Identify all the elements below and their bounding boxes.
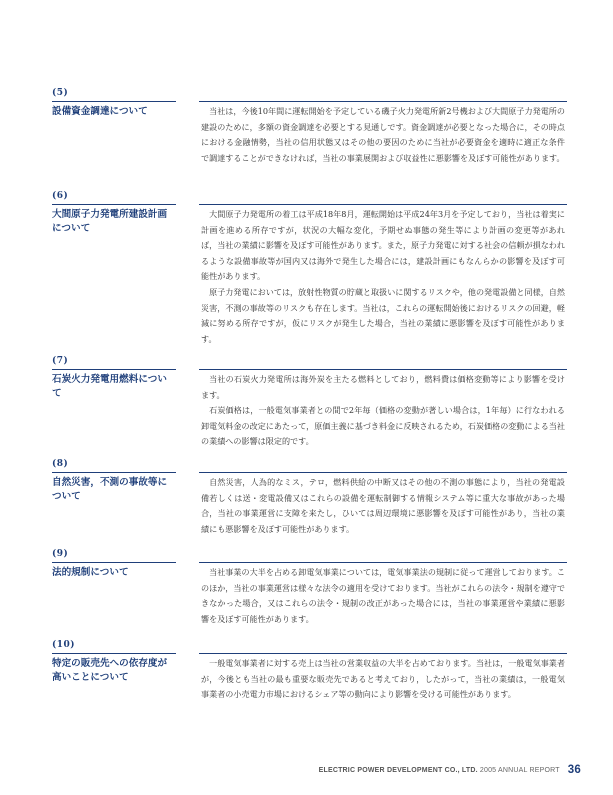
paragraph: 当社事業の大半を占める卸電気事業については，電気事業法の規制に従って運営しております。このほか，当社の事業運営は様々な法令の適用を受けております。当社がこれらの法令・規制を遵守できなかった場合，又はこれらの法令・規制の改正があった場合には，当社の事業運営や業績に悪影響を及ぼす可能性があります。 [201, 567, 565, 624]
rule-right [199, 562, 567, 563]
section-number: (5) [52, 88, 69, 98]
rule-left [52, 369, 176, 370]
rule-left [52, 204, 176, 205]
rule-right [199, 369, 567, 370]
paragraph: 当社は，今後10年間に運転開始を予定している磯子火力発電所新2号機および大間原子力発電所の建設のために，多額の資金調達を必要とする見通しです。資金調達が必要となった場合に，その時点における金融情勢，当社の信用状態又はその他の要因のために当社が必要資金を適時に適正な条件で調達することができなければ，当社の事業展開および収益性に悪影響を及ぼす可能性があります。 [201, 106, 565, 163]
section-coal-fuel [52, 356, 567, 452]
section-body [201, 565, 565, 627]
section-legal-regulation [52, 549, 567, 635]
rule-left [52, 562, 176, 563]
footer-report: 2005 ANNUAL REPORT [479, 767, 560, 774]
section-number: (8) [52, 459, 69, 469]
section-customer-dependence [52, 640, 567, 730]
rule-right [199, 204, 567, 205]
page-number: 36 [567, 764, 581, 776]
section-body [201, 104, 565, 166]
section-body [201, 372, 565, 450]
section-body [201, 475, 565, 537]
section-financing [52, 88, 567, 188]
page-footer [319, 763, 581, 775]
paragraph: 原子力発電においては，放射性物質の貯蔵と取扱いに関するリスクや，他の発電設備と同様，自然災害，不測の事故等のリスクも存在します。当社は，これらの運転開始後におけるリスクの回避，軽減に努める所存ですが，仮にリスクが発生した場合，当社の業績に悪影響を及ぼす可能性があります。 [201, 286, 565, 344]
section-oma-nuclear [52, 191, 567, 351]
paragraph: 一般電気事業者に対する売上は当社の営業収益の大半を占めております。当社は，一般電気事業者が，今後とも当社の最も重要な販売先であると考えており，したがって，当社の業績は，一般電気事業者の小売電力市場におけるシェア等の動向により影響を受ける可能性があります。 [201, 658, 565, 700]
rule-right [199, 101, 567, 102]
paragraph: 石炭価格は，一般電気事業者との間で2年毎（価格の変動が著しい場合は，1年毎）に行なわれる卸電気料金の改定にあたって，原価主義に基づき料金に反映されるため，石炭価格の変動による当社の業績への影響は限定的です。 [201, 405, 565, 447]
rule-right [199, 653, 567, 654]
section-body [201, 656, 565, 703]
paragraph: 大間原子力発電所の着工は平成18年8月，運転開始は平成24年3月を予定しており，当社は着実に計画を進める所存ですが，状況の大幅な変化，予期せぬ事態の発生等により計画の変更等があれば，当社の業績に影響を及ぼす可能性があります。また，原子力発電に対する社会の信頼が損なわれるような設備事故等が国内又は海外で発生した場合には，建設計画にもなんらかの影響を及ぼす可能性があります。 [201, 209, 565, 282]
footer-company: ELECTRIC POWER DEVELOPMENT CO., LTD. [318, 767, 478, 774]
section-title: 自然災害，不測の事故等について [52, 477, 168, 502]
rule-left [52, 653, 176, 654]
section-number: (7) [52, 356, 69, 366]
section-number: (10) [52, 640, 76, 650]
section-number: (6) [52, 191, 69, 201]
section-title: 法的規制について [52, 567, 129, 578]
paragraph: 当社の石炭火力発電所は海外炭を主たる燃料としており，燃料費は価格変動等により影響を受けます。 [201, 374, 565, 400]
section-title: 石炭火力発電用燃料について [52, 374, 167, 399]
section-title: 設備資金調達について [52, 106, 148, 117]
paragraph: 自然災害，人為的なミス，テロ，燃料供給の中断又はその他の不測の事態により，当社の発電設備若しくは送・変電設備又はこれらの設備を運転制御する情報システム等に重大な事故があった場合，当社の事業運営に支障を来たし，ひいては周辺環境に悪影響を及ぼす可能性があり，当社の業績にも悪影響を及ぼす可能性があります。 [201, 477, 565, 534]
section-title: 大間原子力発電所建設計画について [52, 209, 168, 234]
rule-right [199, 472, 567, 473]
rule-left [52, 472, 176, 473]
section-number: (9) [52, 549, 69, 559]
section-title: 特定の販売先への依存度が高いことについて [52, 658, 168, 683]
section-disasters-accidents [52, 459, 567, 545]
rule-left [52, 101, 176, 102]
section-body [201, 207, 565, 347]
